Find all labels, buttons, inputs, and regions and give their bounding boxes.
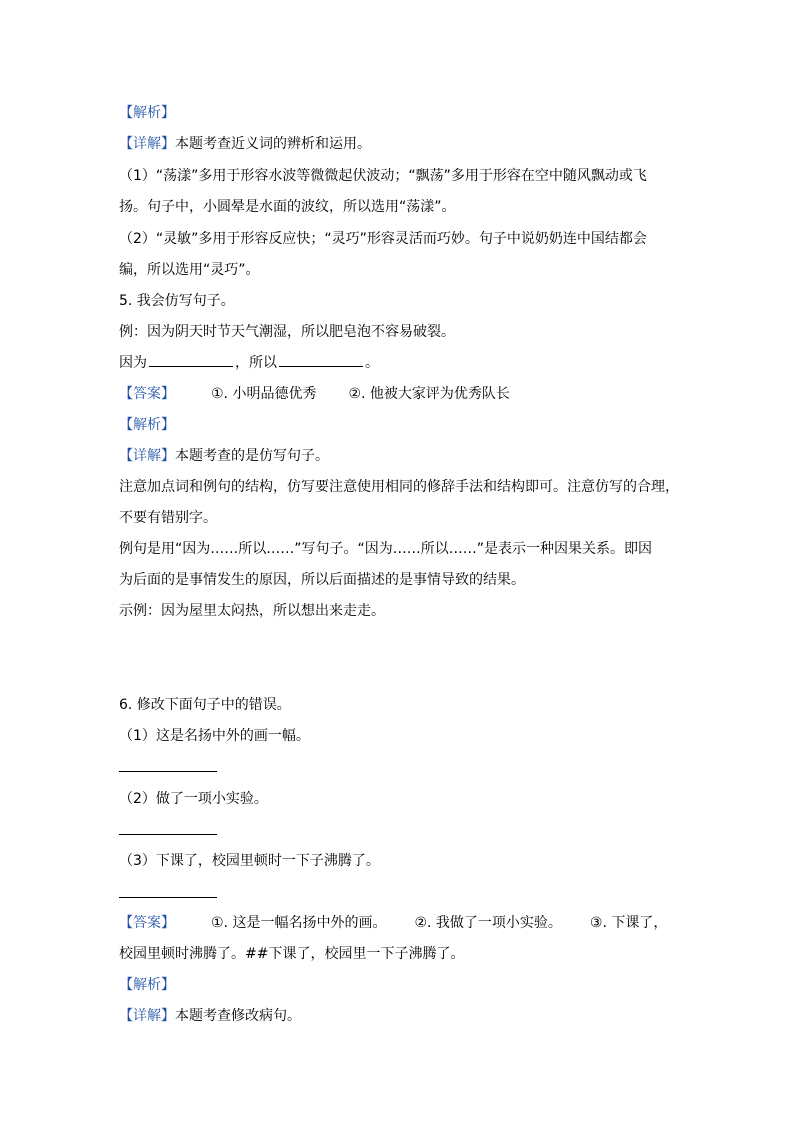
- answer-item: ②. 他被大家评为优秀队长: [348, 386, 510, 402]
- detail-paragraph: [119, 1006, 679, 1026]
- example-sentence: 例：因为阴天时节天气潮湿，所以肥皂泡不容易破裂。: [119, 324, 455, 340]
- answer-row: [119, 384, 679, 404]
- detail-text: 本题考查修改病句。: [175, 1008, 301, 1024]
- paragraph-line: 示例：因为屋里太闷热，所以想出来走走。: [119, 603, 385, 619]
- answer-label: 【答案】: [119, 386, 175, 402]
- detail-text: 本题考查的是仿写句子。: [175, 448, 329, 464]
- question-item: （2）做了一项小实验。: [119, 791, 268, 807]
- analysis-label: 【解析】: [119, 417, 175, 433]
- answer-underline: [119, 897, 217, 898]
- detail-label: 【详解】: [119, 136, 175, 152]
- answer-item: ①. 这是一幅名扬中外的画。: [211, 915, 387, 931]
- detail-paragraph: [119, 446, 679, 466]
- paragraph-line: 扬。句子中，小圆晕是水面的波纹，所以选用“荡漾”。: [119, 199, 456, 215]
- answer-item: ②. 我做了一项小实验。: [414, 915, 562, 931]
- blank-field: [279, 353, 363, 367]
- question-title: 5. 我会仿写句子。: [119, 293, 235, 309]
- paragraph-line: 不要有错别字。: [119, 510, 217, 526]
- question-item: （1）这是名扬中外的画一幅。: [119, 728, 310, 744]
- answer-row: [119, 913, 679, 933]
- answer-item: ①. 小明品德优秀: [211, 386, 317, 402]
- answer-item: ③. 下课了，: [589, 915, 668, 931]
- paragraph-line: 注意加点词和例句的结构，仿写要注意使用相同的修辞手法和结构即可。注意仿写的合理，: [119, 479, 679, 495]
- answer-underline: [119, 771, 217, 772]
- fill-blank-line: [119, 353, 679, 373]
- question-item: （3）下课了，校园里顿时一下子沸腾了。: [119, 853, 380, 869]
- answer-underline: [119, 834, 217, 835]
- detail-label: 【详解】: [119, 448, 175, 464]
- detail-label: 【详解】: [119, 1008, 175, 1024]
- blank-middle: ，所以: [235, 355, 277, 371]
- paragraph-line: （2）“灵敏”多用于形容反应快；“灵巧”形容灵活而巧妙。句子中说奶奶连中国结都会: [119, 231, 647, 247]
- paragraph-line: 为后面的是事情发生的原因，所以后面描述的是事情导致的结果。: [119, 572, 525, 588]
- paragraph-line: 校园里顿时沸腾了。##下课了，校园里一下子沸腾了。: [119, 946, 465, 962]
- blank-field: [149, 353, 233, 367]
- question-title: 6. 修改下面句子中的错误。: [119, 697, 291, 713]
- detail-paragraph: [119, 134, 679, 154]
- blank-suffix: 。: [365, 355, 379, 371]
- paragraph-line: （1）“荡漾”多用于形容水波等微微起伏波动；“飘荡”多用于形容在空中随风飘动或飞: [119, 168, 647, 184]
- blank-prefix: 因为: [119, 355, 147, 371]
- answer-label: 【答案】: [119, 915, 175, 931]
- detail-text: 本题考查近义词的辨析和运用。: [175, 136, 371, 152]
- paragraph-line: 例句是用“因为……所以……”写句子。“因为……所以……”是表示一种因果关系。即因: [119, 541, 653, 557]
- analysis-label: 【解析】: [119, 105, 175, 121]
- paragraph-line: 编，所以选用“灵巧”。: [119, 262, 260, 278]
- analysis-label: 【解析】: [119, 977, 175, 993]
